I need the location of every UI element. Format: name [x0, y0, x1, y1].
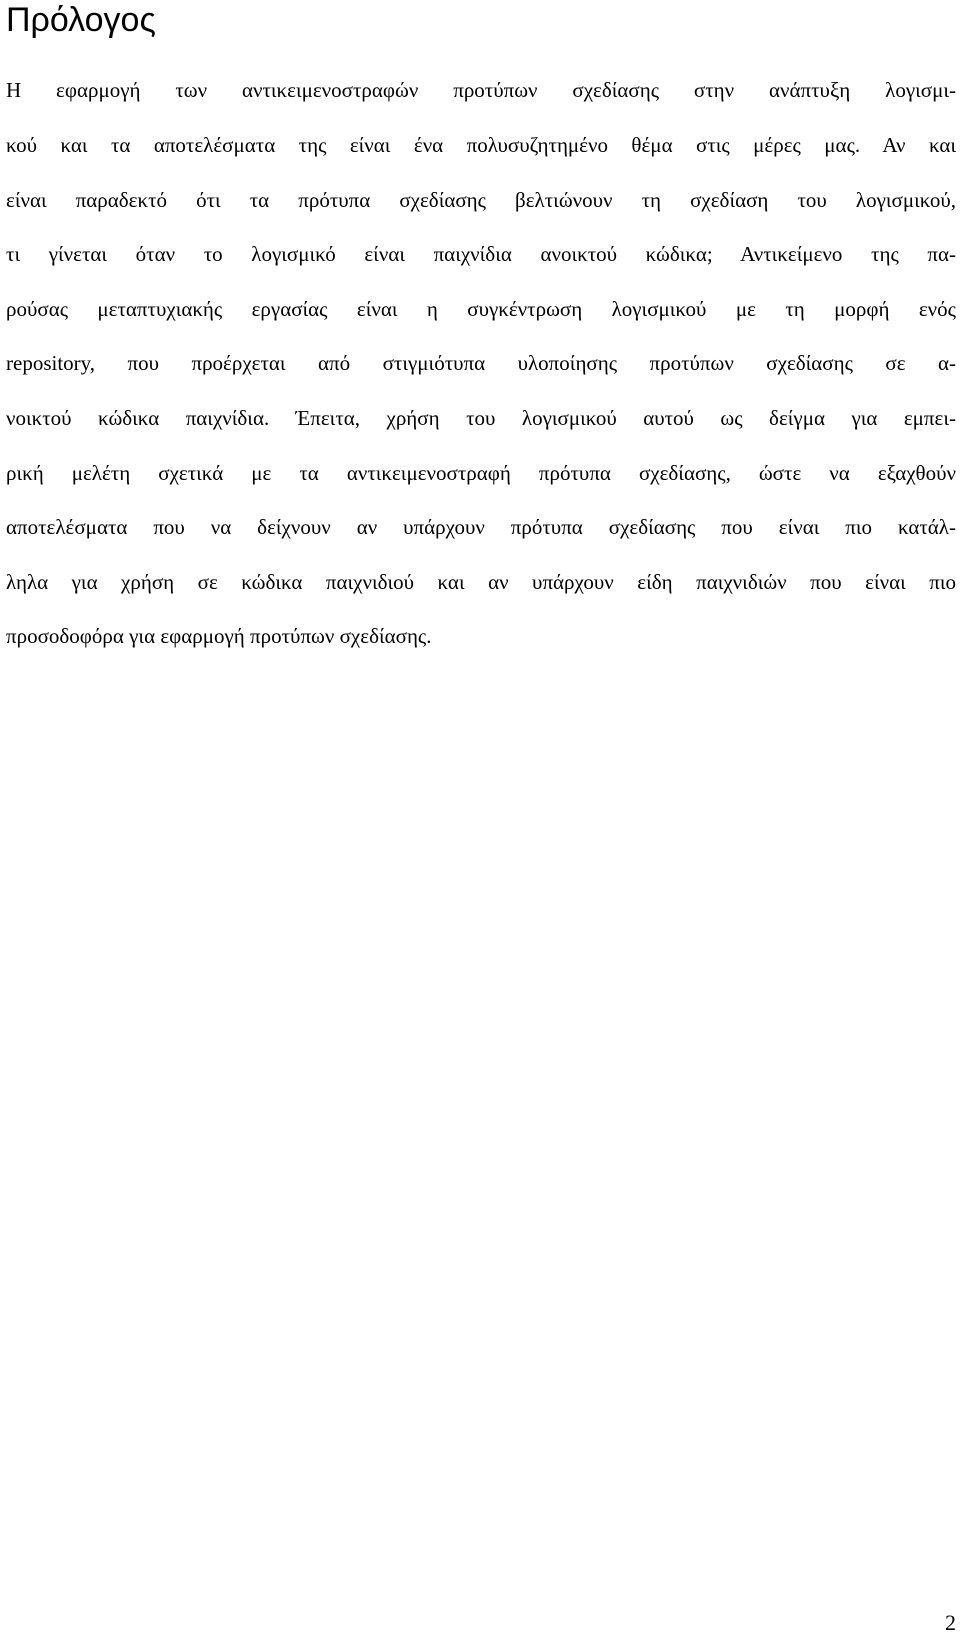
paragraph-line: κού και τα αποτελέσματα της είναι ένα πολυσυζητημένο θέμα στις μέρες μας. Αν και — [6, 133, 956, 157]
paragraph-line: αποτελέσματα που να δείχνουν αν υπάρχουν πρότυπα σχεδίασης που είναι πιο κατάλ- — [6, 515, 956, 539]
paragraph-line: είναι παραδεκτό ότι τα πρότυπα σχεδίασης βελτιώνουν τη σχεδίαση του λογισμικού, — [6, 188, 956, 212]
paragraph-line: ληλα για χρήση σε κώδικα παιχνιδιού και αν υπάρχουν είδη παιχνιδιών που είναι πιο — [6, 570, 956, 594]
paragraph-line: νοικτού κώδικα παιχνίδια. Έπειτα, χρήση του λογισμικού αυτού ως δείγμα για εμπει- — [6, 406, 956, 430]
paragraph-line: προσοδοφόρα για εφαρμογή προτύπων σχεδίασης. — [6, 624, 432, 648]
paragraph-line: Η εφαρμογή των αντικειμενοστραφών προτύπων σχεδίασης στην ανάπτυξη λογισμι- — [6, 78, 956, 102]
paragraph-line: ρούσας μεταπτυχιακής εργασίας είναι η συγκέντρωση λογισμικού με τη μορφή ενός — [6, 297, 956, 321]
page-number: 2 — [945, 1610, 956, 1635]
page-title: Πρόλογος — [6, 1, 156, 39]
paragraph-line: repository, που προέρχεται από στιγμιότυπα υλοποίησης προτύπων σχεδίασης σε α- — [6, 351, 956, 375]
paragraph-line: τι γίνεται όταν το λογισμικό είναι παιχνίδια ανοικτού κώδικα; Αντικείμενο της πα- — [6, 242, 956, 266]
paragraph-line: ρική μελέτη σχετικά με τα αντικειμενοστραφή πρότυπα σχεδίασης, ώστε να εξαχθούν — [6, 461, 956, 485]
